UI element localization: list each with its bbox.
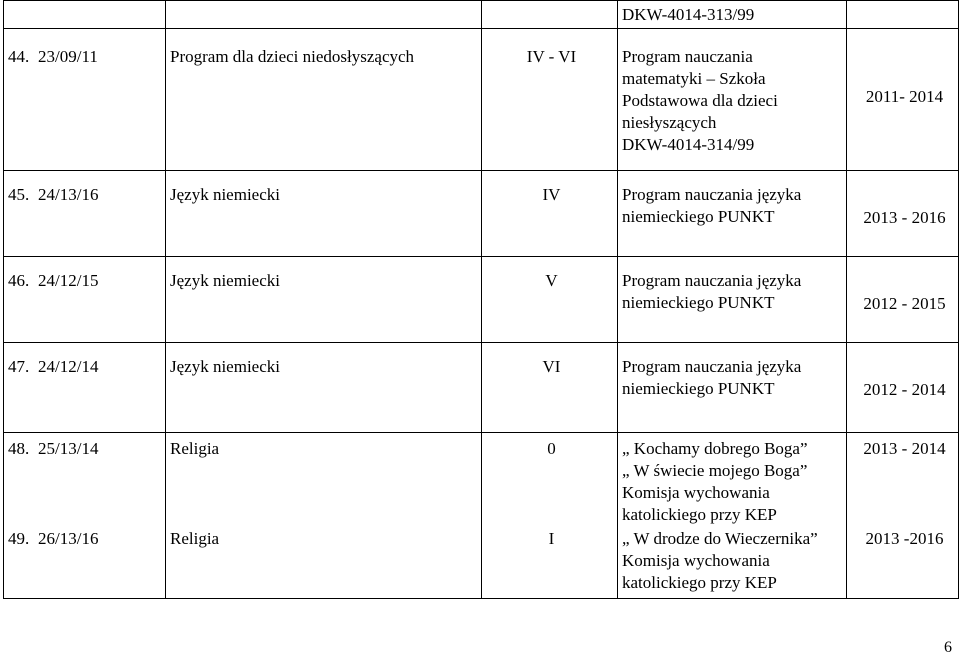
row-date: 24/12/15: [38, 271, 99, 290]
cell-program: [618, 171, 847, 257]
table-row: [4, 526, 959, 598]
subject-text: Program dla dzieci niedosłyszących: [170, 47, 415, 66]
program-line: katolickiego przy KEP: [622, 573, 777, 592]
program-line: niemieckiego PUNKT: [622, 379, 775, 398]
cell-subject: [166, 171, 482, 257]
program-line: niemieckiego PUNKT: [622, 207, 775, 226]
cell-number-date: [4, 1, 166, 29]
table-row: [4, 171, 959, 257]
cell-subject: [166, 433, 482, 527]
program-line: Program nauczania języka: [622, 185, 802, 204]
row-date: 26/13/16: [38, 529, 99, 548]
cell-subject: [166, 526, 482, 598]
period-text: 2012 - 2015: [863, 294, 946, 313]
row-number: 45.: [8, 185, 30, 204]
table-row: [4, 343, 959, 433]
program-line: matematyki – Szkoła: [622, 69, 766, 88]
program-line: niemieckiego PUNKT: [622, 293, 775, 312]
cell-classes: [482, 433, 618, 527]
program-line: Komisja wychowania: [622, 483, 770, 502]
row-number: 46.: [8, 271, 30, 290]
program-line: DKW-4014-314/99: [622, 135, 755, 154]
cell-program: [618, 526, 847, 598]
classes-text: I: [548, 529, 555, 548]
program-line: „ W drodze do Wieczernika”: [622, 529, 818, 548]
row-number: 44.: [8, 47, 30, 66]
table-row: [4, 433, 959, 527]
row-date: 24/12/14: [38, 357, 99, 376]
table-row: [4, 1, 959, 29]
classes-text: IV - VI: [526, 47, 577, 66]
row-number: 47.: [8, 357, 30, 376]
cell-subject: [166, 343, 482, 433]
table-row: [4, 29, 959, 171]
program-line: DKW-4014-313/99: [622, 5, 755, 24]
program-line: Program nauczania języka: [622, 357, 802, 376]
period-text: 2013 - 2016: [863, 208, 946, 227]
row-date: 23/09/11: [38, 47, 98, 66]
cell-subject: [166, 257, 482, 343]
curriculum-table: [3, 0, 959, 599]
classes-text: V: [545, 271, 558, 290]
period-text: 2012 - 2014: [863, 380, 946, 399]
cell-period: [847, 343, 959, 433]
cell-classes: [482, 257, 618, 343]
cell-number-date: [4, 526, 166, 598]
subject-text: Język niemiecki: [170, 357, 280, 376]
program-line: „ W świecie mojego Boga”: [622, 461, 808, 480]
program-line: niesłyszących: [622, 113, 717, 132]
cell-classes: [482, 1, 618, 29]
cell-program: [618, 343, 847, 433]
cell-period: [847, 1, 959, 29]
cell-program: [618, 29, 847, 171]
cell-period: [847, 257, 959, 343]
program-line: „ Kochamy dobrego Boga”: [622, 439, 808, 458]
subject-text: Język niemiecki: [170, 185, 280, 204]
row-date: 25/13/14: [38, 439, 99, 458]
cell-program: [618, 257, 847, 343]
cell-number-date: [4, 29, 166, 171]
page-number: 6: [944, 639, 952, 656]
cell-subject: [166, 29, 482, 171]
table-row: [4, 257, 959, 343]
cell-period: [847, 433, 959, 527]
cell-period: [847, 29, 959, 171]
cell-classes: [482, 343, 618, 433]
cell-number-date: [4, 257, 166, 343]
program-line: Podstawowa dla dzieci: [622, 91, 778, 110]
classes-text: IV: [542, 185, 561, 204]
cell-number-date: [4, 171, 166, 257]
cell-program: [618, 1, 847, 29]
program-line: Komisja wychowania: [622, 551, 770, 570]
subject-text: Religia: [170, 529, 220, 548]
program-line: Program nauczania: [622, 47, 753, 66]
cell-period: [847, 526, 959, 598]
cell-classes: [482, 171, 618, 257]
program-line: Program nauczania języka: [622, 271, 802, 290]
period-text: 2013 -2016: [865, 529, 944, 548]
subject-text: Religia: [170, 439, 220, 458]
cell-classes: [482, 29, 618, 171]
cell-number-date: [4, 433, 166, 527]
cell-classes: [482, 526, 618, 598]
cell-program: [618, 433, 847, 527]
row-date: 24/13/16: [38, 185, 99, 204]
cell-period: [847, 171, 959, 257]
subject-text: Język niemiecki: [170, 271, 280, 290]
period-text: 2011- 2014: [865, 87, 944, 106]
cell-subject: [166, 1, 482, 29]
program-line: katolickiego przy KEP: [622, 505, 777, 524]
cell-number-date: [4, 343, 166, 433]
classes-text: 0: [547, 439, 556, 458]
period-text: 2013 - 2014: [863, 439, 946, 458]
row-number: 49.: [8, 529, 30, 548]
classes-text: VI: [542, 357, 561, 376]
row-number: 48.: [8, 439, 30, 458]
